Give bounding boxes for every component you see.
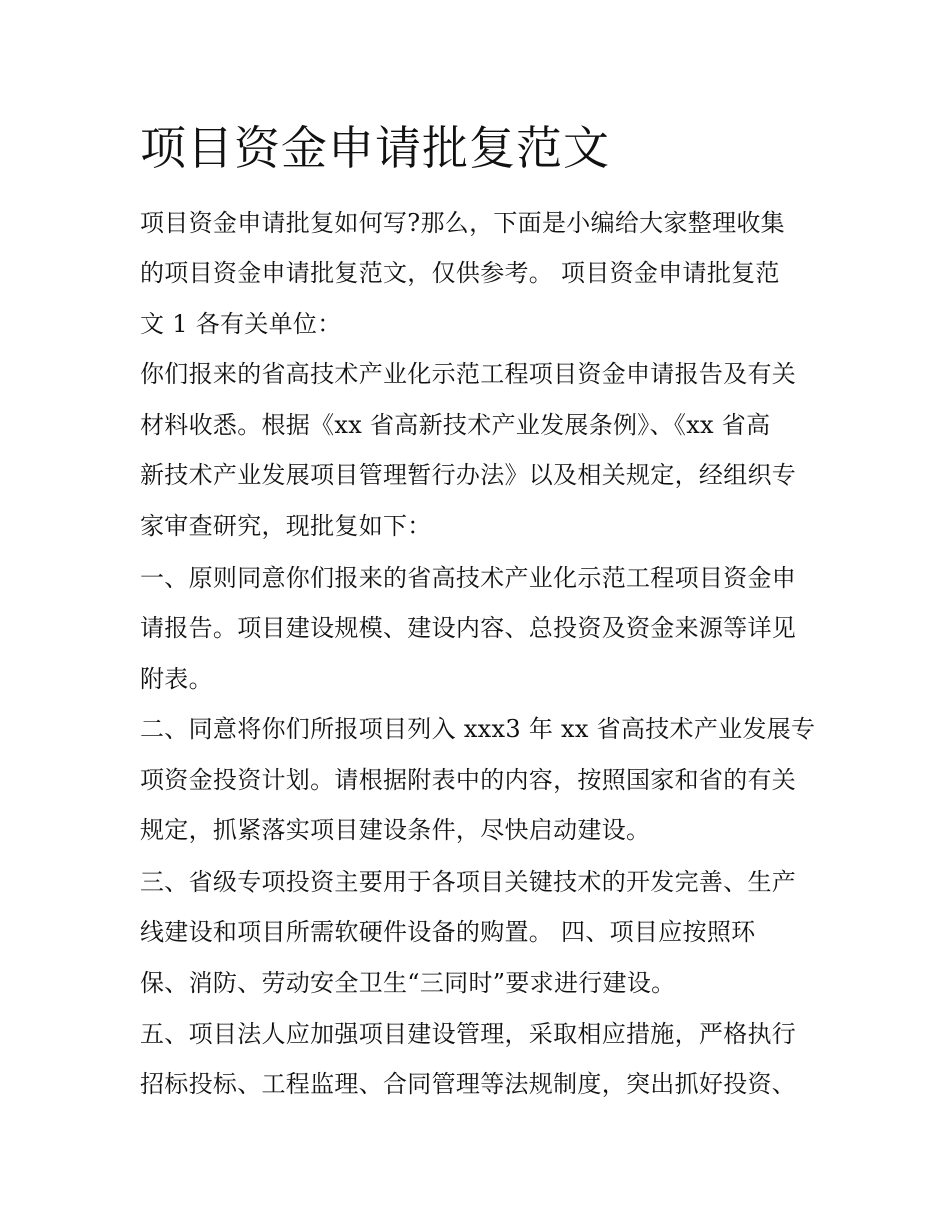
body-line: 二、同意将你们所报项目列入 xxx3 年 xx 省高技术产业发展专 xyxy=(140,715,816,743)
body-line: 你们报来的省高技术产业化示范工程项目资金申请报告及有关 xyxy=(140,360,797,388)
body-line: 三、省级专项投资主要用于各项目关键技术的开发完善、生产 xyxy=(140,868,797,896)
body-line: 保、消防、劳动安全卫生“三同时”要求进行建设。 xyxy=(140,969,676,997)
body-line: 的项目资金申请批复范文，仅供参考。 项目资金申请批复范 xyxy=(140,259,780,287)
body-line: 新技术产业发展项目管理暂行办法》以及相关规定，经组织专 xyxy=(140,461,797,489)
body-line: 材料收悉。根据《xx 省高新技术产业发展条例》、《xx 省高 xyxy=(140,411,771,439)
body-line: 请报告。项目建设规模、建设内容、总投资及资金来源等详见 xyxy=(140,614,797,642)
body-line: 项目资金申请批复如何写?那么，下面是小编给大家整理收集 xyxy=(140,209,785,237)
body-line: 五、项目法人应加强项目建设管理，采取相应措施，严格执行 xyxy=(140,1020,797,1048)
body-line: 规定，抓紧落实项目建设条件，尽快启动建设。 xyxy=(140,816,651,844)
body-line: 项资金投资计划。请根据附表中的内容，按照国家和省的有关 xyxy=(140,766,797,794)
body-line: 线建设和项目所需软硬件设备的购置。 四、项目应按照环 xyxy=(140,918,756,946)
body-line: 家审查研究，现批复如下： xyxy=(140,512,432,540)
body-line: 文 1 各有关单位： xyxy=(140,310,342,338)
body-line: 一、原则同意你们报来的省高技术产业化示范工程项目资金申 xyxy=(140,564,797,592)
body-line: 附表。 xyxy=(140,665,213,693)
document-title: 项目资金申请批复范文 xyxy=(140,121,610,175)
body-line: 招标投标、工程监理、合同管理等法规制度，突出抓好投资、 xyxy=(140,1070,797,1098)
